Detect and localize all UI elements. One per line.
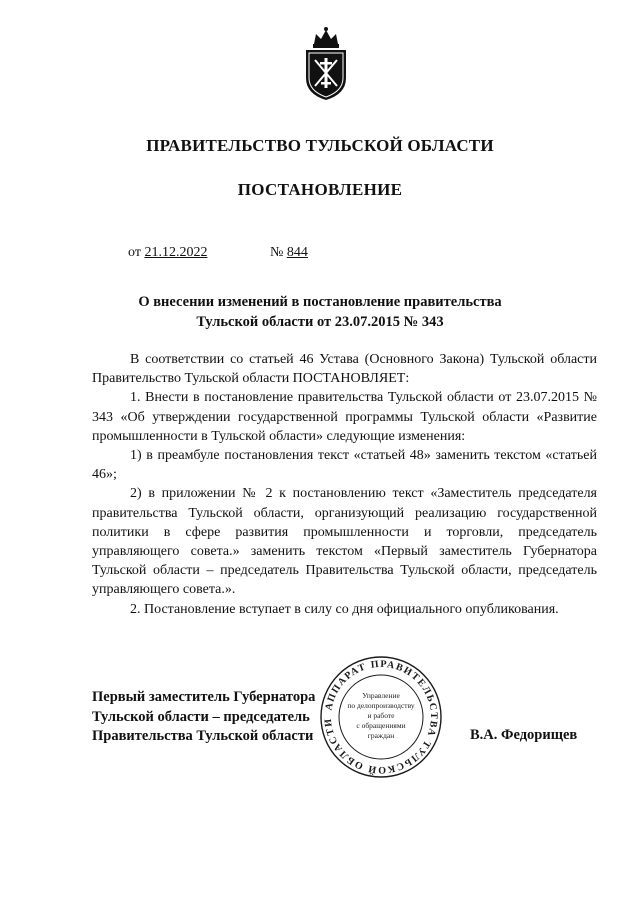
body-paragraph: 1. Внести в постановление правительства Тульской области от 23.07.2015 № 343 «Об утверждении государственной программы Тульской области «Развитие промышленности в Тульской области» следующие изменения:	[92, 390, 597, 444]
number-value: 844	[286, 245, 308, 260]
position-line: Правительства Тульской области	[92, 728, 314, 744]
date-value: 21.12.2022	[144, 245, 208, 260]
date-prefix: от	[128, 245, 141, 260]
document-date	[128, 245, 207, 261]
stamp-center-line: Управление	[362, 691, 400, 700]
body-paragraph: 2) в приложении № 2 к постановлению текст «Заместитель председателя правительства Тульской области, организующий реализацию государственной политики в сфере развития промышленности и торговли, председатель управляющего совета.» заменить текстом «Первый заместитель Губернатора Тульской области – председатель Правительства Тульской области, председатель управляющего совета.».	[92, 486, 597, 598]
number-prefix: №	[270, 245, 284, 260]
stamp-center-line: граждан	[367, 731, 395, 740]
subject-line: О внесении изменений в постановление правительства	[138, 294, 502, 310]
document-subject	[0, 292, 640, 332]
document-body	[92, 350, 597, 619]
stamp-ring-text: АППАРАТ ПРАВИТЕЛЬСТВА ТУЛЬСКОЙ ОБЛАСТИ	[322, 658, 440, 776]
document-number	[270, 245, 308, 261]
position-line: Первый заместитель Губернатора	[92, 689, 316, 705]
body-paragraph: 2. Постановление вступает в силу со дня официального опубликования.	[130, 601, 559, 617]
body-paragraph: 1) в преамбуле постановления текст «статьей 48» заменить текстом «статьей 46»;	[92, 448, 597, 483]
document-type: ПОСТАНОВЛЕНИЕ	[237, 180, 403, 199]
signatory-position	[92, 688, 315, 747]
body-paragraph: В соответствии со статьей 46 Устава (Основного Закона) Тульской области Правительство Тульской области ПОСТАНОВЛЯЕТ:	[92, 352, 597, 387]
position-line: Тульской области – председатель	[92, 708, 310, 725]
stamp-center-line: по делопроизводству	[347, 701, 415, 710]
government-name: ПРАВИТЕЛЬСТВО ТУЛЬСКОЙ ОБЛАСТИ	[146, 136, 494, 155]
stamp-center-line: и работе	[367, 711, 395, 720]
subject-line: Тульской области от 23.07.2015 № 343	[196, 314, 444, 330]
stamp-center-line: с обращениями	[356, 721, 406, 730]
tula-coat-of-arms-icon	[300, 24, 352, 102]
signatory-name: В.А. Федорищев	[470, 727, 578, 743]
official-stamp	[316, 652, 446, 782]
